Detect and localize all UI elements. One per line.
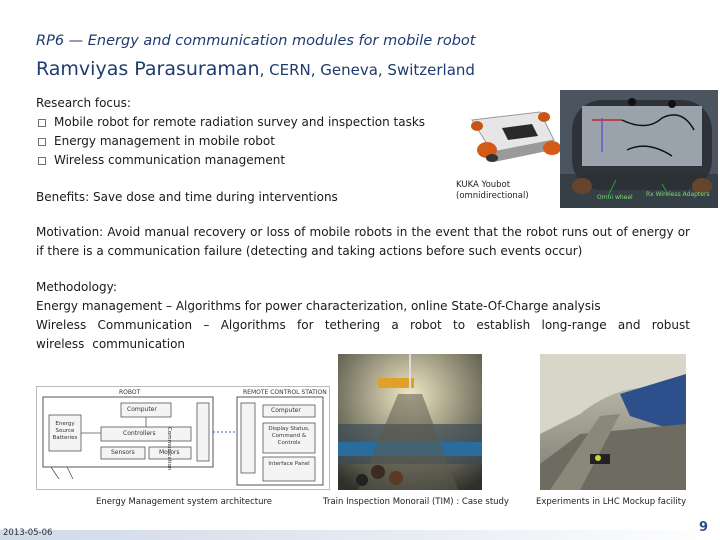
methodology-heading: Methodology: bbox=[36, 280, 117, 294]
omni-wheel-label: Omni wheel bbox=[597, 194, 633, 201]
research-item-text: Wireless communication management bbox=[54, 153, 286, 167]
slide-subtitle: RP6 — Energy and communication modules for mobile robot bbox=[36, 33, 476, 49]
diagram-communication: Communication bbox=[166, 427, 172, 471]
diagram-robot-label: ROBOT bbox=[119, 389, 141, 396]
benefits-label: Benefits: bbox=[36, 190, 90, 204]
research-item bbox=[36, 132, 436, 151]
diagram-energy: Energy Source Batteries bbox=[52, 421, 78, 441]
methodology-line-energy: Energy management – Algorithms for power characterization, online State-Of-Charge analysis bbox=[36, 299, 601, 313]
diagram-sensors: Sensors bbox=[111, 449, 135, 456]
lhc-photo-image bbox=[540, 354, 686, 490]
research-item bbox=[36, 113, 436, 132]
benefits-text: Save dose and time during interventions bbox=[89, 190, 338, 204]
author-name: Ramviyas Parasuraman bbox=[36, 58, 260, 80]
diagram-motors: Motors bbox=[159, 449, 180, 456]
diagram-display: Display Status, Command & Controls bbox=[268, 426, 310, 446]
diagram-computer-left: Computer bbox=[127, 406, 157, 413]
square-bullet-icon bbox=[38, 157, 46, 165]
tunnel-photo-image bbox=[338, 354, 482, 490]
page-number: 9 bbox=[698, 520, 708, 535]
robot-photo bbox=[432, 90, 718, 208]
diagram-caption: Energy Management system architecture bbox=[96, 497, 273, 507]
diagram-interface: Interface Panel bbox=[268, 461, 310, 467]
energy-architecture-diagram bbox=[36, 386, 330, 490]
research-item-text: Mobile robot for remote radiation survey and inspection tasks bbox=[54, 115, 426, 129]
motivation-label: Motivation: bbox=[36, 225, 104, 239]
robot-caption bbox=[456, 180, 529, 202]
diagram-controllers: Controllers bbox=[123, 430, 156, 437]
footer-date: 2013-05-06 bbox=[3, 528, 53, 538]
research-item bbox=[36, 151, 436, 170]
footer-bar bbox=[0, 530, 720, 540]
robot-caption-line1: KUKA Youbot bbox=[456, 180, 511, 190]
wireless-adapter-label: Rx Wireless Adapters bbox=[646, 191, 710, 198]
research-focus-block bbox=[36, 94, 436, 170]
square-bullet-icon bbox=[38, 119, 46, 127]
benefits-line bbox=[36, 188, 338, 207]
methodology-line-wireless: Wireless Communication – Algorithms for tethering a robot to establish long-range and robust wireless communication bbox=[36, 318, 690, 351]
diagram-computer-right: Computer bbox=[271, 407, 301, 414]
motivation-text: Avoid manual recovery or loss of mobile robots in the event that the robot runs out of energy or if there is a communication failure (detecting and taking actions before such events occur) bbox=[36, 225, 690, 258]
square-bullet-icon bbox=[38, 138, 46, 146]
lhc-caption: Experiments in LHC Mockup facility bbox=[536, 497, 687, 507]
tim-tunnel-photo bbox=[338, 354, 482, 490]
research-focus-heading: Research focus: bbox=[36, 96, 131, 110]
motivation-block bbox=[36, 223, 690, 261]
methodology-block bbox=[36, 278, 690, 354]
author-affiliation: , CERN, Geneva, Switzerland bbox=[259, 61, 475, 79]
robot-caption-line2: (omnidirectional) bbox=[456, 191, 529, 201]
tunnel-caption: Train Inspection Monorail (TIM) : Case study bbox=[323, 497, 509, 507]
lhc-mockup-photo bbox=[540, 354, 686, 490]
slide-title bbox=[36, 58, 475, 80]
research-item-text: Energy management in mobile robot bbox=[54, 134, 275, 148]
diagram-station-label: REMOTE CONTROL STATION bbox=[243, 389, 327, 396]
